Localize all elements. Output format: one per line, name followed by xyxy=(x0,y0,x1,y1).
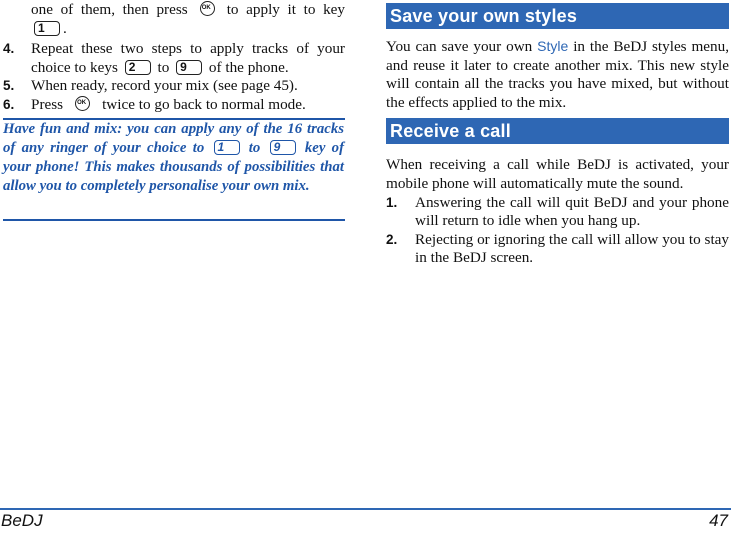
key-1-icon: 1 xyxy=(214,140,240,155)
tip-divider-bottom xyxy=(3,219,345,221)
paragraph-text: You can save your own xyxy=(386,38,533,55)
step-text: to apply it to key xyxy=(226,1,345,18)
page-number: 47 xyxy=(709,511,728,530)
paragraph xyxy=(386,37,729,112)
tip-text: Have fun and mix: you can apply any of the 16 tracks of any ringer of your choice to xyxy=(3,121,344,156)
tip-box xyxy=(3,120,344,196)
ok-key-icon: OK xyxy=(200,1,215,16)
step-text: of the phone. xyxy=(208,58,289,76)
right-column xyxy=(386,0,729,268)
list-item xyxy=(3,96,345,115)
step-number: 1. xyxy=(386,194,398,210)
step-number: 4. xyxy=(3,41,15,57)
list-item xyxy=(3,77,345,96)
step-text: Repeat these two steps to apply tracks of your choice to keys xyxy=(31,40,345,76)
left-column xyxy=(3,0,345,115)
key-1-icon: 1 xyxy=(34,21,60,36)
key-2-icon: 2 xyxy=(125,60,151,75)
continued-step-text: one of them, then press OK to apply it to key 1 . xyxy=(31,1,345,37)
step-text: twice to go back to normal mode. xyxy=(102,95,306,113)
step-number: 6. xyxy=(3,96,15,112)
step-number: 2. xyxy=(386,231,398,247)
list-item xyxy=(386,194,729,231)
step-text: Press xyxy=(31,95,64,113)
footer-title: BeDJ xyxy=(1,511,43,530)
key-9-icon: 9 xyxy=(176,60,202,75)
tip-text: to xyxy=(248,140,261,156)
paragraph: When receiving a call while BeDJ is activated, your mobile phone will automatically mute the sound. xyxy=(386,156,729,192)
ok-key-icon: OK xyxy=(75,96,90,111)
step-number: 5. xyxy=(3,78,15,94)
step-text: to xyxy=(157,58,170,76)
list-item xyxy=(3,40,345,77)
footer-divider xyxy=(0,508,731,510)
step-text: Answering the call will quit BeDJ and your phone will return to idle when you hang up. xyxy=(415,193,729,230)
section-heading-receive-call: Receive a call xyxy=(386,118,729,144)
step-text: Rejecting or ignoring the call will allow you to stay in the BeDJ screen. xyxy=(415,230,729,267)
key-9-icon: 9 xyxy=(270,140,296,155)
step-text: When ready, record your mix (see page 45). xyxy=(31,77,298,95)
tip-text: key of your phone! This makes thousands of possibilities that allow you to completely personalise your own mix. xyxy=(3,140,345,194)
step-text: one of them, then press xyxy=(31,1,188,18)
section-heading-save-styles: Save your own styles xyxy=(386,3,729,29)
style-menu-term: Style xyxy=(537,38,569,54)
list-item xyxy=(386,231,729,268)
paragraph-text: in the BeDJ styles menu, and reuse it later to create another mix. This new style will contain all the tracks you have mixed, but without the effects applied to the mix. xyxy=(386,38,730,111)
